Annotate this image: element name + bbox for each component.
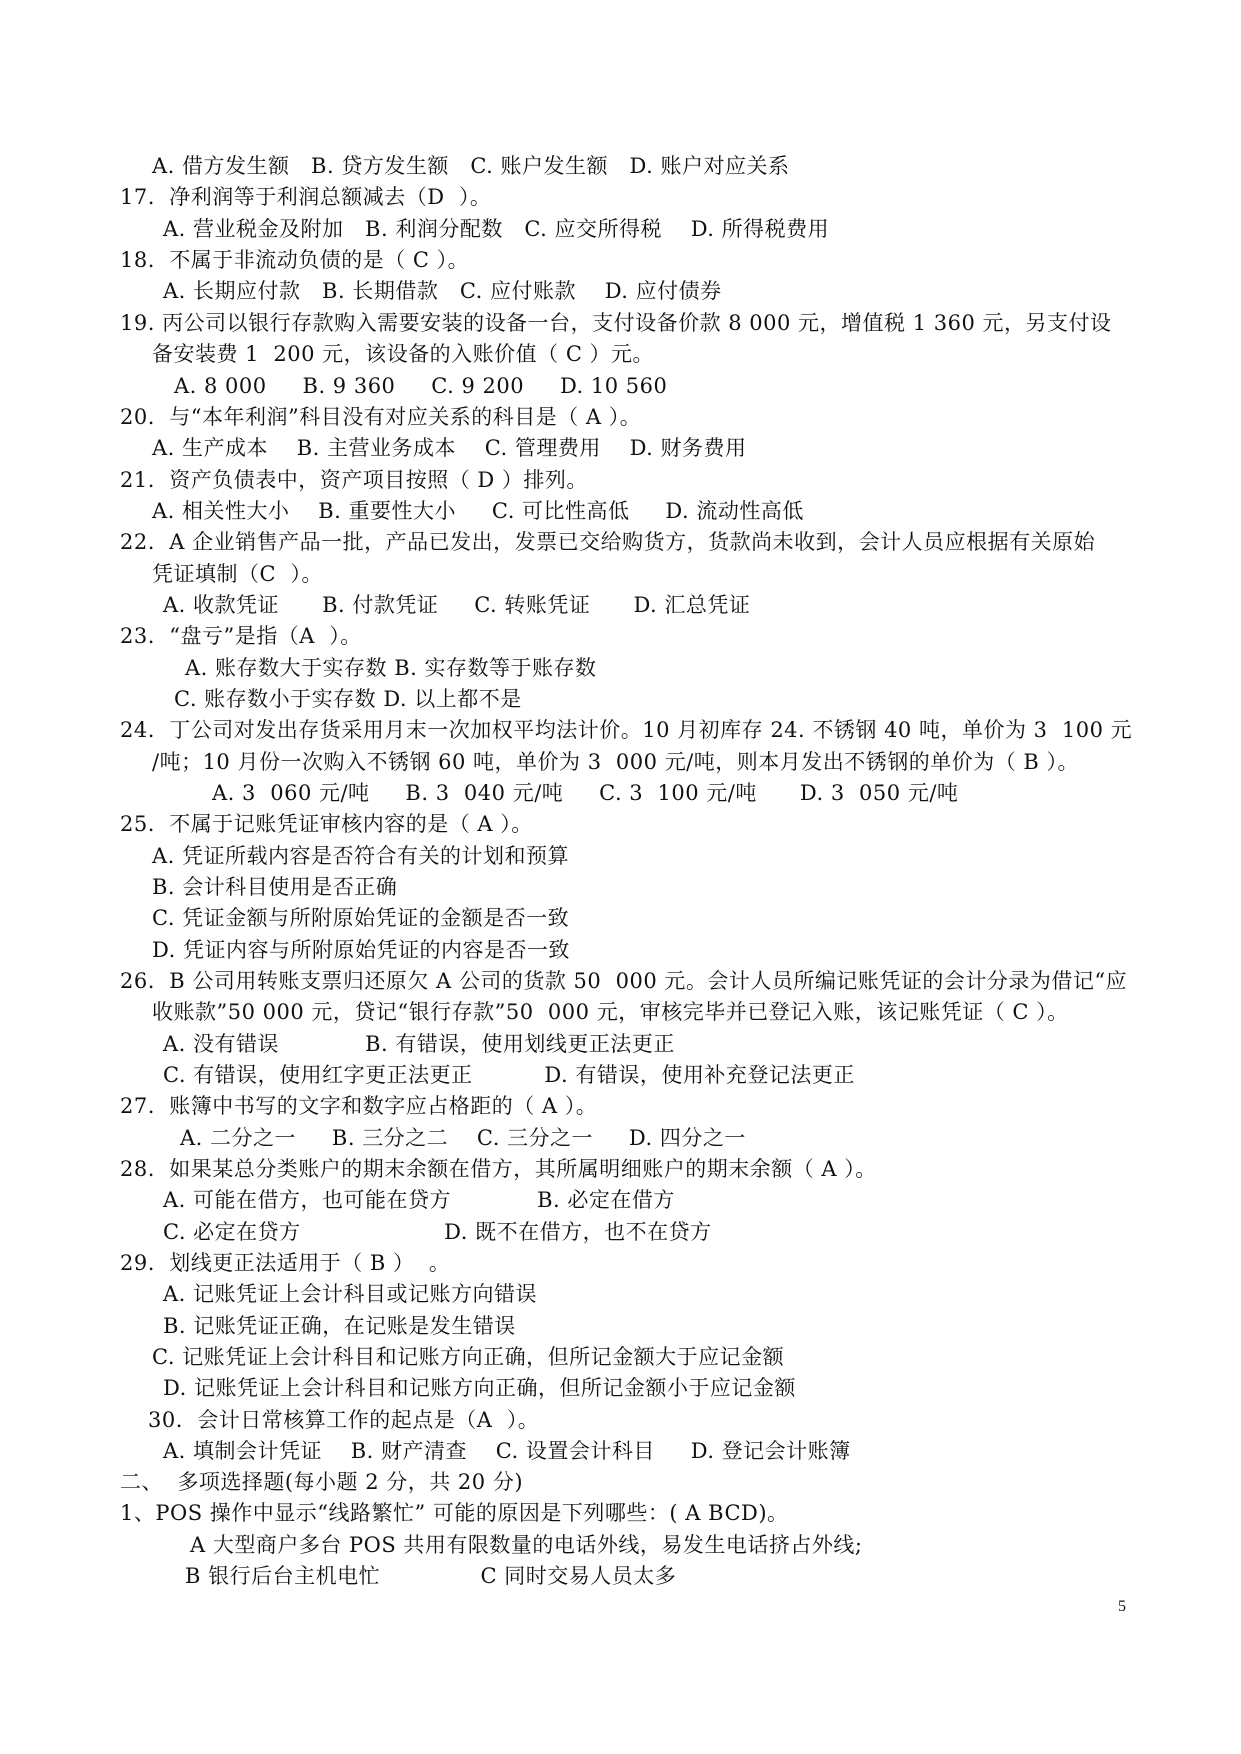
line-14: 凭证填制（C ）。 xyxy=(152,562,323,586)
line-40: D. 记账凭证上会计科目和记账方向正确，但所记金额小于应记金额 xyxy=(163,1376,796,1400)
line-06: 19. 丙公司以银行存款购入需要安装的设备一台，支付设备价款 8 000 元，增值税 1 360 元，另支付设 xyxy=(120,311,1112,335)
line-10: A. 生产成本 B. 主营业务成本 C. 管理费用 D. 财务费用 xyxy=(152,436,747,460)
line-13: 22. A 企业销售产品一批，产品已发出，发票已交给购货方，货款尚未收到，会计人员应根据有关原始 xyxy=(120,530,1096,554)
line-34: A. 可能在借方，也可能在贷方 B. 必定在借方 xyxy=(163,1188,675,1212)
line-28: 收账款”50 000 元，贷记“银行存款”50 000 元，审核完毕并已登记入账，该记账凭证（ C ）。 xyxy=(152,1000,1069,1024)
line-17: A. 账存数大于实存数 B. 实存数等于账存数 xyxy=(185,656,597,680)
line-39: C. 记账凭证上会计科目和记账方向正确，但所记金额大于应记金额 xyxy=(152,1345,785,1369)
line-45: A 大型商户多台 POS 共用有限数量的电话外线，易发生电话挤占外线; xyxy=(190,1533,863,1557)
line-38: B. 记账凭证正确，在记账是发生错误 xyxy=(163,1314,516,1338)
line-26: D. 凭证内容与所附原始凭证的内容是否一致 xyxy=(152,938,570,962)
line-31: 27. 账簿中书写的文字和数字应占格距的（ A ）。 xyxy=(120,1094,598,1118)
line-29: A. 没有错误 B. 有错误，使用划线更正法更正 xyxy=(163,1032,675,1056)
line-37: A. 记账凭证上会计科目或记账方向错误 xyxy=(163,1282,538,1306)
line-02: 17. 净利润等于利润总额减去（D ）。 xyxy=(120,185,492,209)
page-number: 5 xyxy=(1118,1598,1126,1615)
line-08: A. 8 000 B. 9 360 C. 9 200 D. 10 560 xyxy=(174,374,668,398)
line-19: 24. 丁公司对发出存货采用月末一次加权平均法计价。10 月初库存 24. 不锈钢 40 吨，单价为 3 100 元 xyxy=(120,718,1133,742)
line-04: 18. 不属于非流动负债的是（ C ）。 xyxy=(120,248,470,272)
line-36: 29. 划线更正法适用于（ B ） 。 xyxy=(120,1251,451,1275)
line-23: A. 凭证所载内容是否符合有关的计划和预算 xyxy=(152,844,570,868)
line-09: 20. 与“本年利润”科目没有对应关系的科目是（ A ）。 xyxy=(120,405,642,429)
line-24: B. 会计科目使用是否正确 xyxy=(152,875,398,899)
line-15: A. 收款凭证 B. 付款凭证 C. 转账凭证 D. 汇总凭证 xyxy=(163,593,751,617)
line-35: C. 必定在贷方 D. 既不在借方，也不在贷方 xyxy=(163,1220,712,1244)
line-16: 23. “盘亏”是指（A ）。 xyxy=(120,624,362,648)
line-18: C. 账存数小于实存数 D. 以上都不是 xyxy=(174,687,522,711)
line-12: A. 相关性大小 B. 重要性大小 C. 可比性高低 D. 流动性高低 xyxy=(152,499,804,523)
line-41: 30. 会计日常核算工作的起点是（A ）。 xyxy=(148,1408,540,1432)
line-43: 二、 多项选择题(每小题 2 分，共 20 分) xyxy=(120,1470,524,1494)
line-21: A. 3 060 元/吨 B. 3 040 元/吨 C. 3 100 元/吨 D. 3 050 元/吨 xyxy=(212,781,959,805)
line-22: 25. 不属于记账凭证审核内容的是（ A ）。 xyxy=(120,812,533,836)
line-30: C. 有错误，使用红字更正法更正 D. 有错误，使用补充登记法更正 xyxy=(163,1063,855,1087)
line-07: 备安装费 1 200 元，该设备的入账价值（ C ）元。 xyxy=(152,342,655,366)
line-27: 26. B 公司用转账支票归还原欠 A 公司的货款 50 000 元。会计人员所编记账凭证的会计分录为借记“应 xyxy=(120,969,1128,993)
line-25: C. 凭证金额与所附原始凭证的金额是否一致 xyxy=(152,906,570,930)
line-44: 1、POS 操作中显示“线路繁忙” 可能的原因是下列哪些：( A BCD)。 xyxy=(120,1501,789,1525)
line-33: 28. 如果某总分类账户的期末余额在借方，其所属明细账户的期末余额（ A ）。 xyxy=(120,1157,877,1181)
line-20: /吨；10 月份一次购入不锈钢 60 吨，单价为 3 000 元/吨，则本月发出不锈钢的单价为（ B ）。 xyxy=(152,750,1080,774)
line-05: A. 长期应付款 B. 长期借款 C. 应付账款 D. 应付债券 xyxy=(163,279,722,303)
line-11: 21. 资产负债表中，资产项目按照（ D ）排列。 xyxy=(120,468,588,492)
line-32: A. 二分之一 B. 三分之二 C. 三分之一 D. 四分之一 xyxy=(180,1126,746,1150)
line-03: A. 营业税金及附加 B. 利润分配数 C. 应交所得税 D. 所得税费用 xyxy=(163,217,830,241)
line-42: A. 填制会计凭证 B. 财产清查 C. 设置会计科目 D. 登记会计账簿 xyxy=(163,1439,851,1463)
line-46: B 银行后台主机电忙 C 同时交易人员太多 xyxy=(185,1564,677,1588)
line-01: A. 借方发生额 B. 贷方发生额 C. 账户发生额 D. 账户对应关系 xyxy=(152,154,790,178)
